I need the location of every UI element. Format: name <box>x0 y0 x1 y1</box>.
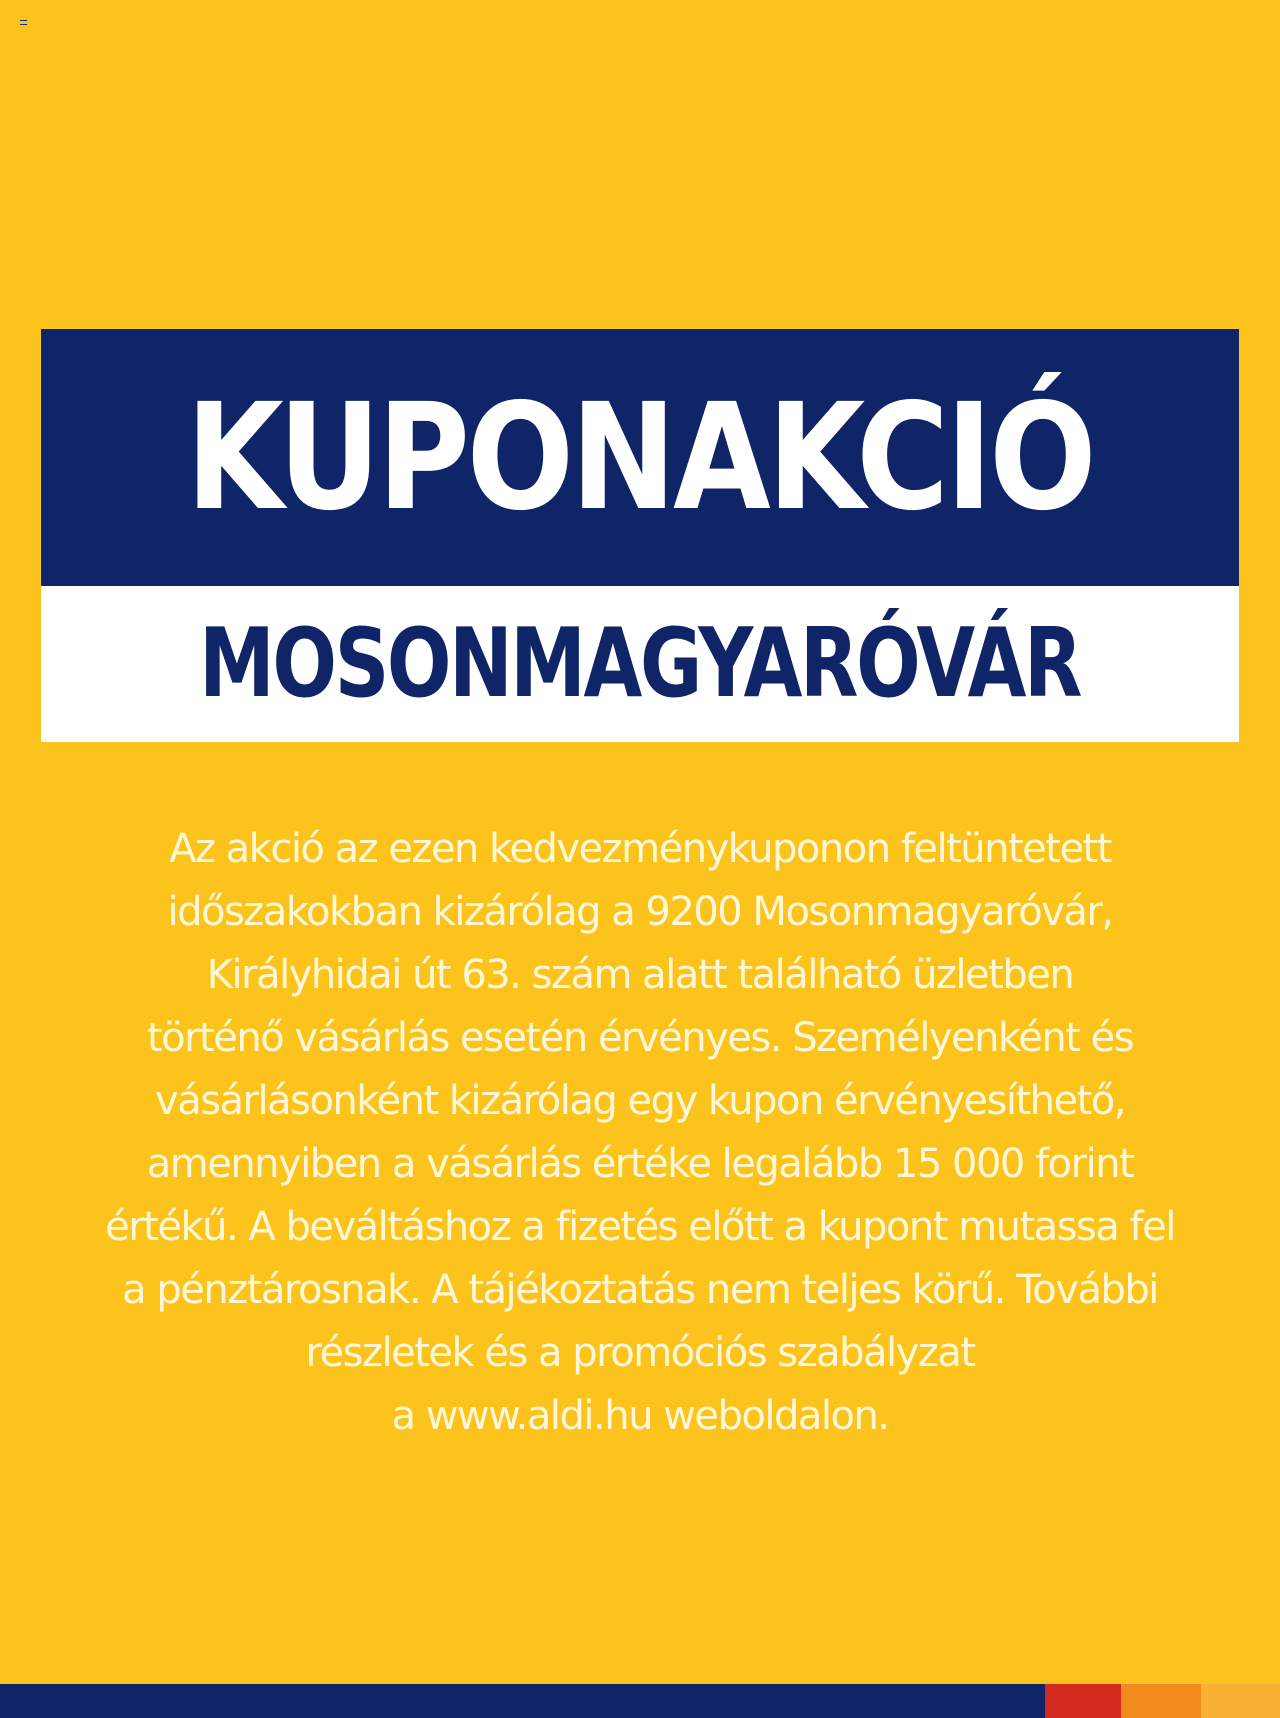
title-banner <box>41 329 1239 586</box>
terms-line: Az akció az ezen kedvezménykuponon feltüntetett <box>169 826 1111 872</box>
terms-line: Királyhidai út 63. szám alatt található üzletben <box>206 952 1074 998</box>
terms-line: történő vásárlás esetén érvényes. Személyenként és <box>146 1015 1134 1061</box>
terms-line: vásárlásonként kizárólag egy kupon érvényesíthető, <box>155 1078 1125 1124</box>
terms-line: amennyiben a vásárlás értéke legalább 15 000 forint <box>146 1141 1134 1187</box>
terms-line: a pénztárosnak. A tájékoztatás nem teljes körű. További <box>122 1267 1158 1313</box>
strip-light-orange <box>1201 1684 1280 1718</box>
terms-line: időszakokban kizárólag a 9200 Mosonmagyaróvár, <box>167 889 1113 935</box>
terms-line: részletek és a promóciós szabályzat <box>305 1330 975 1376</box>
terms-line: értékű. A beváltáshoz a fizetés előtt a kupont mutassa fel <box>105 1204 1175 1250</box>
city-name: MOSONMAGYARÓVÁR <box>199 608 1081 719</box>
page-title: KUPONAKCIÓ <box>186 372 1094 543</box>
strip-navy <box>0 1684 1045 1718</box>
terms-line: a www.aldi.hu weboldalon. <box>391 1393 889 1439</box>
city-banner <box>41 586 1239 742</box>
menu-lines-icon <box>20 20 27 25</box>
brand-color-strip <box>0 1684 1280 1718</box>
strip-red <box>1045 1684 1121 1718</box>
terms-paragraph <box>60 818 1220 1448</box>
strip-orange <box>1121 1684 1201 1718</box>
